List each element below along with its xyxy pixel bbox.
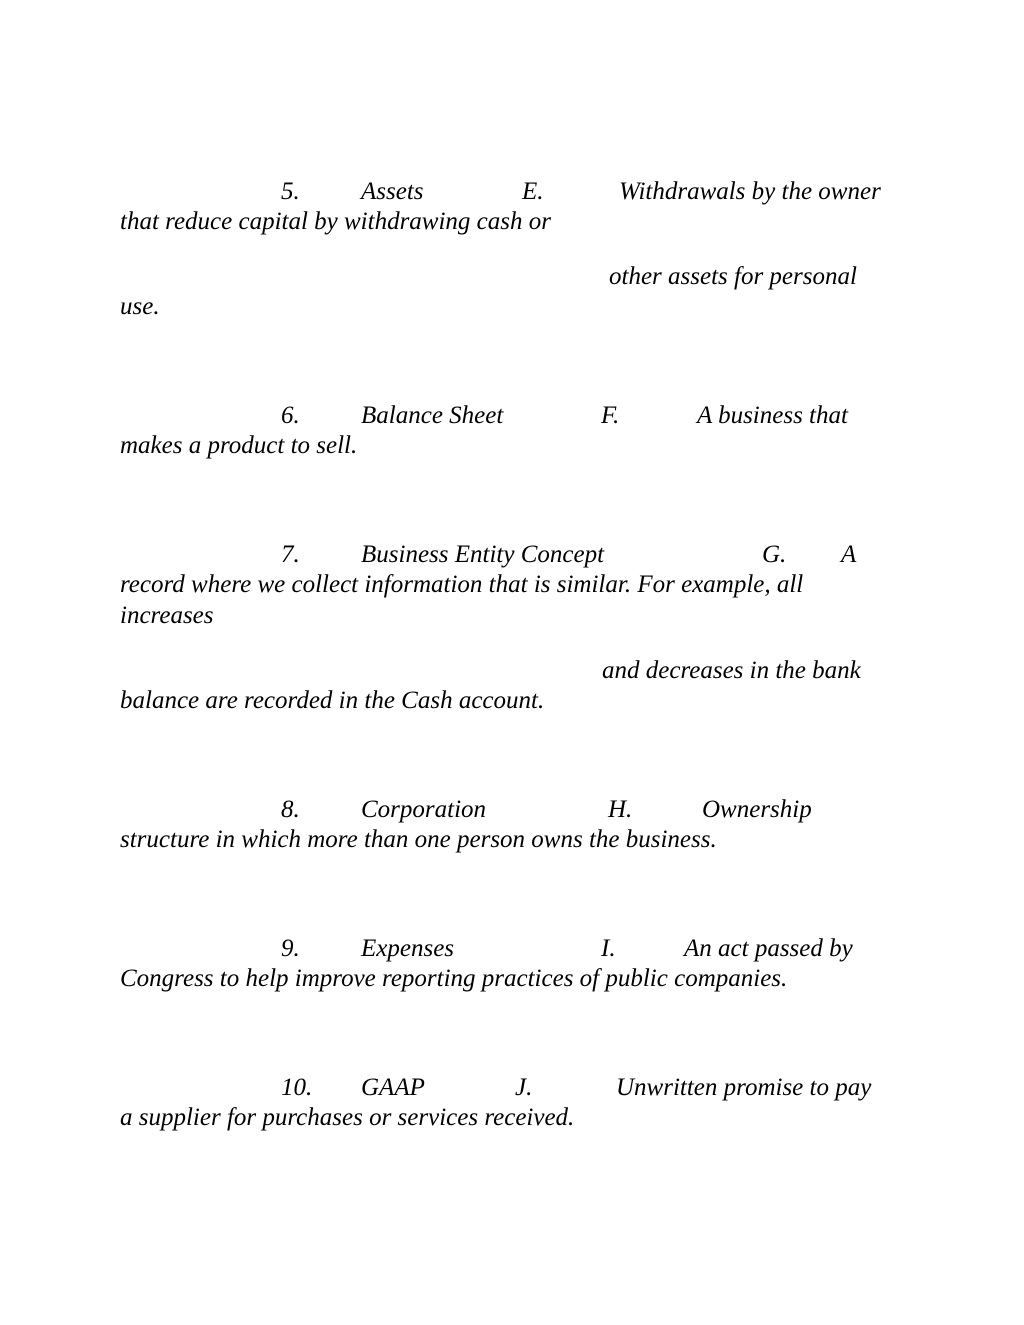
item-definition-line: structure in which more than one person owns the business. xyxy=(120,826,717,853)
item-definition-line: a supplier for purchases or services received. xyxy=(120,1104,575,1131)
item-continuation-start: and decreases in the bank xyxy=(602,657,861,684)
item-continuation-start: other assets for personal xyxy=(609,263,857,290)
item-definition-start: Unwritten promise to pay xyxy=(616,1074,872,1101)
item-letter: E. xyxy=(522,178,544,205)
item-number: 10. xyxy=(281,1074,313,1101)
item-definition-line: Congress to help improve reporting practices of public companies. xyxy=(120,965,788,992)
item-letter: G. xyxy=(762,541,787,568)
item-term: Expenses xyxy=(361,935,455,962)
item-definition-line: record where we collect information that is similar. For example, all xyxy=(120,571,804,598)
item-number: 9. xyxy=(281,935,300,962)
item-term: GAAP xyxy=(361,1074,425,1101)
item-definition-line: makes a product to sell. xyxy=(120,432,358,459)
item-letter: I. xyxy=(601,935,616,962)
item-term: Corporation xyxy=(361,796,487,823)
item-definition-line: that reduce capital by withdrawing cash or xyxy=(120,208,551,235)
item-term: Business Entity Concept xyxy=(361,541,605,568)
item-continuation-line: use. xyxy=(120,293,160,320)
item-definition-start: Withdrawals by the owner xyxy=(619,178,881,205)
item-definition-start: An act passed by xyxy=(684,935,853,962)
item-letter: F. xyxy=(601,402,620,429)
item-definition-start: A business that xyxy=(697,402,848,429)
item-letter: H. xyxy=(608,796,633,823)
item-term: Balance Sheet xyxy=(361,402,504,429)
item-definition-line: increases xyxy=(120,602,214,629)
item-number: 5. xyxy=(281,178,300,205)
item-number: 8. xyxy=(281,796,300,823)
item-term: Assets xyxy=(361,178,424,205)
item-continuation-line: balance are recorded in the Cash account. xyxy=(120,687,545,714)
item-letter: J. xyxy=(515,1074,533,1101)
item-number: 6. xyxy=(281,402,300,429)
item-definition-start: Ownership xyxy=(702,796,812,823)
item-number: 7. xyxy=(281,541,300,568)
item-definition-start: A xyxy=(841,541,857,568)
